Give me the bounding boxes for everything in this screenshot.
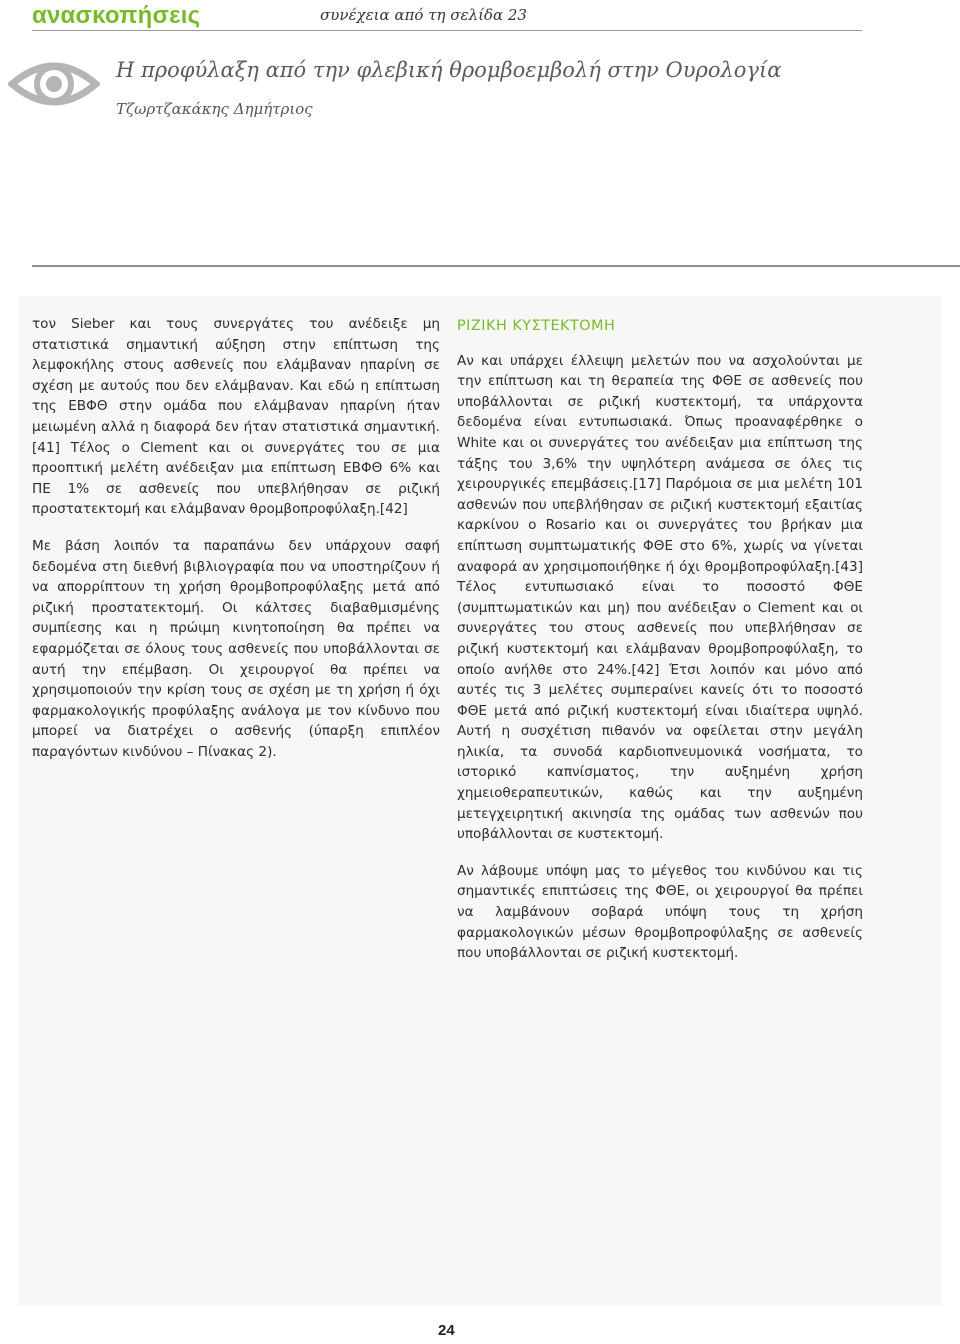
header-divider [32, 30, 862, 31]
eye-icon [8, 54, 100, 114]
article-authors: Τζωρτζακάκης Δημήτριος [116, 100, 313, 118]
article-title: Η προφύλαξη από την φλεβική θρομβοεμβολή στην Ουρολογία [116, 58, 782, 82]
title-divider [32, 265, 960, 267]
right-column [457, 314, 863, 980]
page-number: 24 [438, 1322, 455, 1339]
section-heading-radical-cystectomy: ΡΙΖΙΚΗ ΚΥΣΤΕΚΤΟΜΗ [457, 318, 616, 334]
right-paragraph-1: Αν και υπάρχει έλλειψη μελετών που να ασχολούνται με την επίπτωση και τη θεραπεία της ΦΘΕ σε ασθενείς που υποβάλλονται σε ριζική κυστεκτομή, τα υπάρχοντα δεδομένα είναι εντυπωσιακά. Όπως προαναφέρθηκε ο White και οι συνεργάτες του ανέδειξαν μια επίπτωση της τάξης του 3,6% την υψηλότερη ανάμεσα σε όλες τις χειρουργικές επεμβάσεις.[17] Παρόμοια σε μια μελέτη 101 ασθενών που υπεβλήθησαν σε ριζική κυστεκτομή εξαιτίας καρκίνου ο Rosario και οι συνεργάτες του βρήκαν μια επίπτωση συμπτωματικής ΦΘΕ στο 6%, χωρίς να γίνεται αναφορά αν χρησιμοποιήθηκε ή όχι θρομβοπροφύλαξη.[43] Τέλος εντυπωσιακό είναι το ποσοστό ΦΘΕ (συμπτωματικών και μη) που ανέδειξαν ο Clement και οι συνεργάτες του στους ασθενείς που υπεβλήθησαν σε ριζική κυστεκτομή και ελάμβαναν θρομβοπροφύλαξη, το οποίο ανήλθε στο 24%.[42] Έτσι λοιπόν και μόνο από αυτές τις 3 μελέτες συμπεραίνει κανείς ότι το ποσοστό ΦΘΕ μετά από ριζική κυστεκτομή είναι ιδιαίτερα υψηλό. Αυτή η συσχέτιση πιθανόν να οφείλεται στην μεγάλη ηλικία, τα συνοδά καρδιοπνευμονικά νοσήματα, το ιστορικό καπνίσματος, την αυξημένη χρήση χημειοθεραπευτικών, καθώς και την αυξημένη μετεγχειρητική ακινησία της ομάδας των ασθενών που υποβάλλονται σε κυστεκτομή. [457, 352, 863, 843]
left-paragraph-2: Με βάση λοιπόν τα παραπάνω δεν υπάρχουν σαφή δεδομένα στη διεθνή βιβλιογραφία που να υποστηρίζουν ή να απορρίπτουν τη χρήση θρομβοπροφύλαξης μετά από ριζική προστατεκτομή. Οι κάλτσες διαβαθμισμένης συμπίεσης και η πρώιμη κινητοποίηση θα πρέπει να εφαρμόζεται σε όλους τους ασθενείς που υποβάλλονται σε αυτή την επέμβαση. Οι χειρουργοί θα πρέπει να χρησιμοποιούν την κρίση τους σε σχέση με τη χρήση ή όχι φαρμακολογικής προφύλαξης ανάλογα με τον κίνδυνο που μπορεί να διατρέχει ο ασθενής (ύπαρξη επιπλέον παραγόντων κινδύνου – Πίνακας 2). [32, 537, 440, 760]
right-paragraph-2: Αν λάβουμε υπόψη μας το μέγεθος του κινδύνου και τις σημαντικές επιπτώσεις της ΦΘΕ, οι χειρουργοί θα πρέπει να λαμβάνουν σοβαρά υπόψη τους τη χρήση φαρμακολογικών μέσων θρομβοπροφύλαξης σε ασθενείς που υποβάλλονται σε ριζική κυστεκτομή. [457, 862, 863, 962]
left-paragraph-1: τον Sieber και τους συνεργάτες του ανέδειξε μη στατιστικά σημαντική αύξηση στην επίπτωση της λεμφοκήλης στους ασθενείς που ελάμβαναν ηπαρίνη σε σχέση με αυτούς που δεν ελάμβαναν. Και εδώ η επίπτωση της ΕΒΦΘ στην ομάδα που ελάμβαναν ηπαρίνη ήταν μειωμένη αλλά η διαφορά δεν ήταν στατιστικά σημαντική.[41] Τέλος ο Clement και οι συνεργάτες του σε μια προοπτική μελέτη ανέδειξαν μια επίπτωση ΕΒΦΘ 6% και ΠΕ 1% σε ασθενείς που υπεβλήθησαν σε ριζική προστατεκτομή και ελάμβαναν θρομβοπροφύλαξη.[42] [32, 316, 440, 518]
left-column [32, 314, 440, 778]
continued-from-page: συνέχεια από τη σελίδα 23 [320, 6, 527, 24]
section-label: ανασκοπήσεις [32, 2, 201, 29]
